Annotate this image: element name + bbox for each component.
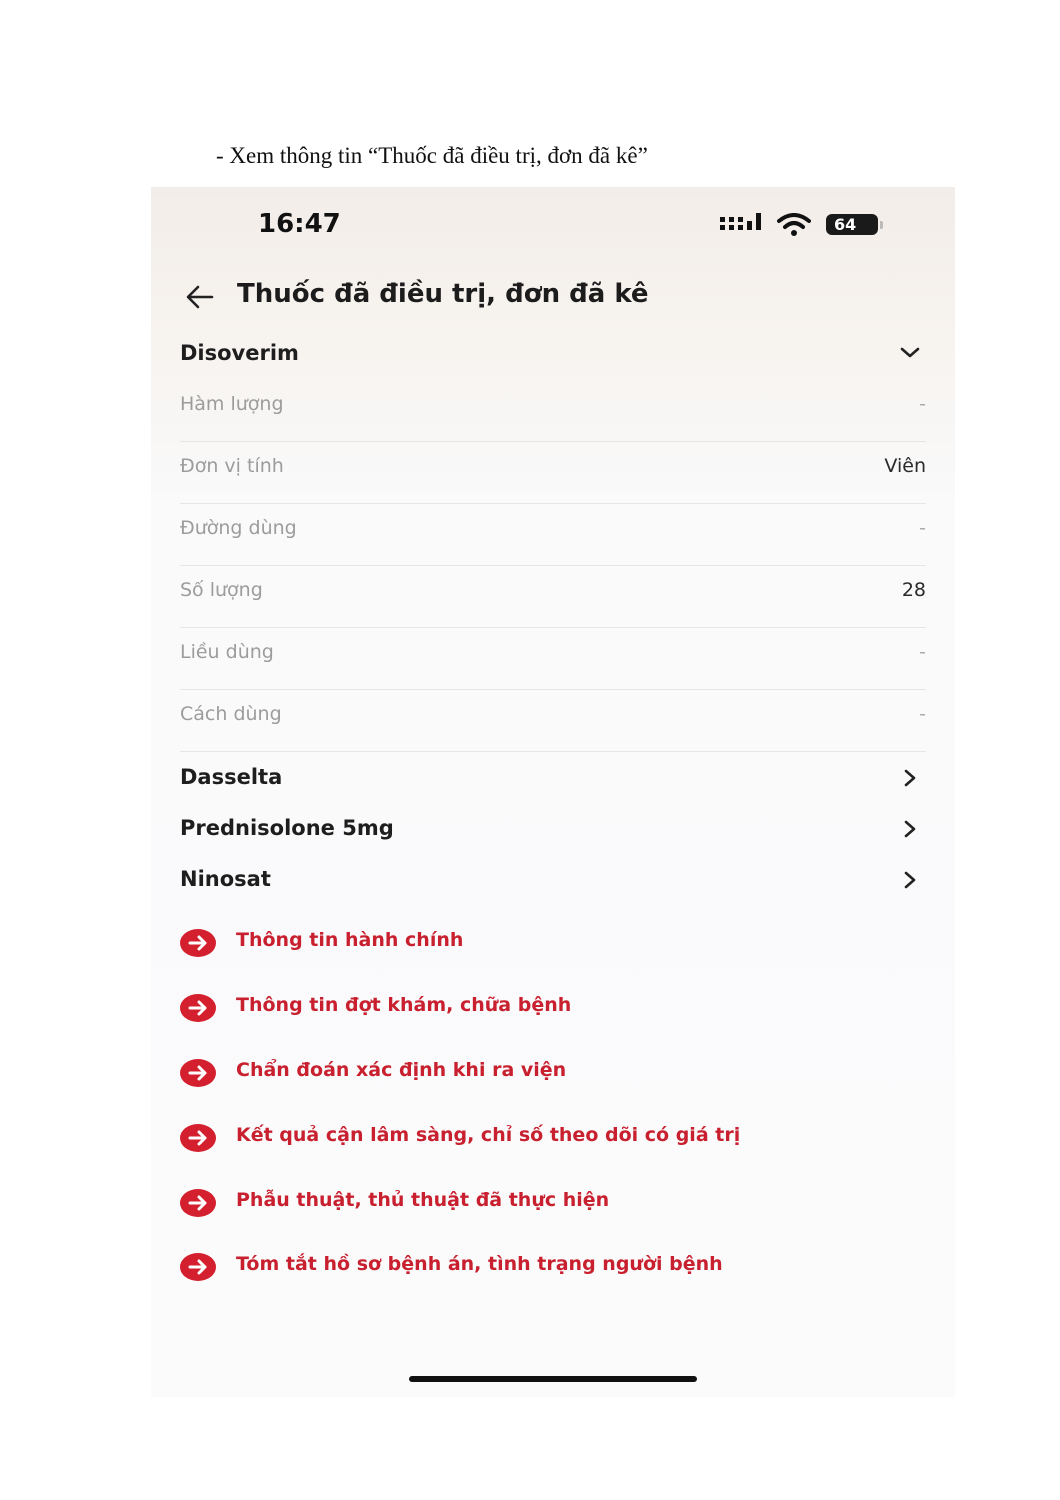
detail-value: - [919, 703, 926, 725]
arrow-right-circle-icon [179, 1118, 217, 1156]
detail-row-so-luong [180, 565, 926, 628]
drug-name-disoverim[interactable]: Disoverim [180, 341, 299, 365]
link-label: Thông tin đợt khám, chữa bệnh [236, 994, 572, 1016]
chevron-right-icon[interactable] [899, 869, 921, 891]
page-title: Thuốc đã điều trị, đơn đã kê [237, 279, 649, 309]
document-caption: - Xem thông tin “Thuốc đã điều trị, đơn đã kê” [216, 143, 648, 168]
back-arrow-icon[interactable] [184, 281, 216, 313]
detail-label: Liều dùng [180, 641, 274, 663]
detail-value: - [919, 517, 926, 539]
chevron-down-icon[interactable] [899, 345, 921, 361]
arrow-right-circle-icon [179, 1183, 217, 1221]
home-indicator[interactable] [409, 1376, 697, 1382]
detail-value: 28 [901, 579, 926, 601]
arrow-right-circle-icon [179, 1247, 217, 1285]
detail-label: Số lượng [180, 579, 263, 601]
chevron-right-icon[interactable] [899, 818, 921, 840]
wifi-icon [777, 213, 811, 237]
link-label: Kết quả cận lâm sàng, chỉ số theo dõi có giá trị [236, 1124, 741, 1146]
detail-label: Đường dùng [180, 517, 297, 539]
phone-screen [151, 187, 955, 1397]
arrow-right-circle-icon [179, 1053, 217, 1091]
link-label: Tóm tắt hồ sơ bệnh án, tình trạng người bệnh [236, 1253, 723, 1275]
detail-row-lieu-dung [180, 627, 926, 690]
link-label: Thông tin hành chính [236, 929, 464, 951]
battery-tip [880, 221, 883, 229]
detail-row-duong-dung [180, 503, 926, 566]
detail-label: Hàm lượng [180, 393, 284, 415]
arrow-right-circle-icon [179, 923, 217, 961]
drug-name-ninosat[interactable]: Ninosat [180, 867, 271, 891]
status-time: 16:47 [258, 209, 341, 239]
chevron-right-icon[interactable] [899, 767, 921, 789]
link-label: Chẩn đoán xác định khi ra viện [236, 1059, 567, 1081]
detail-value: - [919, 393, 926, 415]
link-label: Phẫu thuật, thủ thuật đã thực hiện [236, 1189, 610, 1211]
drug-name-prednisolone[interactable]: Prednisolone 5mg [180, 816, 394, 840]
signal-icon [719, 213, 763, 235]
arrow-right-circle-icon [179, 988, 217, 1026]
detail-row-cach-dung [180, 689, 926, 752]
detail-label: Cách dùng [180, 703, 282, 725]
detail-value: - [919, 641, 926, 663]
detail-label: Đơn vị tính [180, 455, 284, 477]
detail-row-ham-luong [180, 379, 926, 442]
detail-value: Viên [884, 455, 926, 477]
drug-name-dasselta[interactable]: Dasselta [180, 765, 283, 789]
battery-icon: 64 [826, 214, 878, 235]
detail-row-don-vi-tinh [180, 441, 926, 504]
